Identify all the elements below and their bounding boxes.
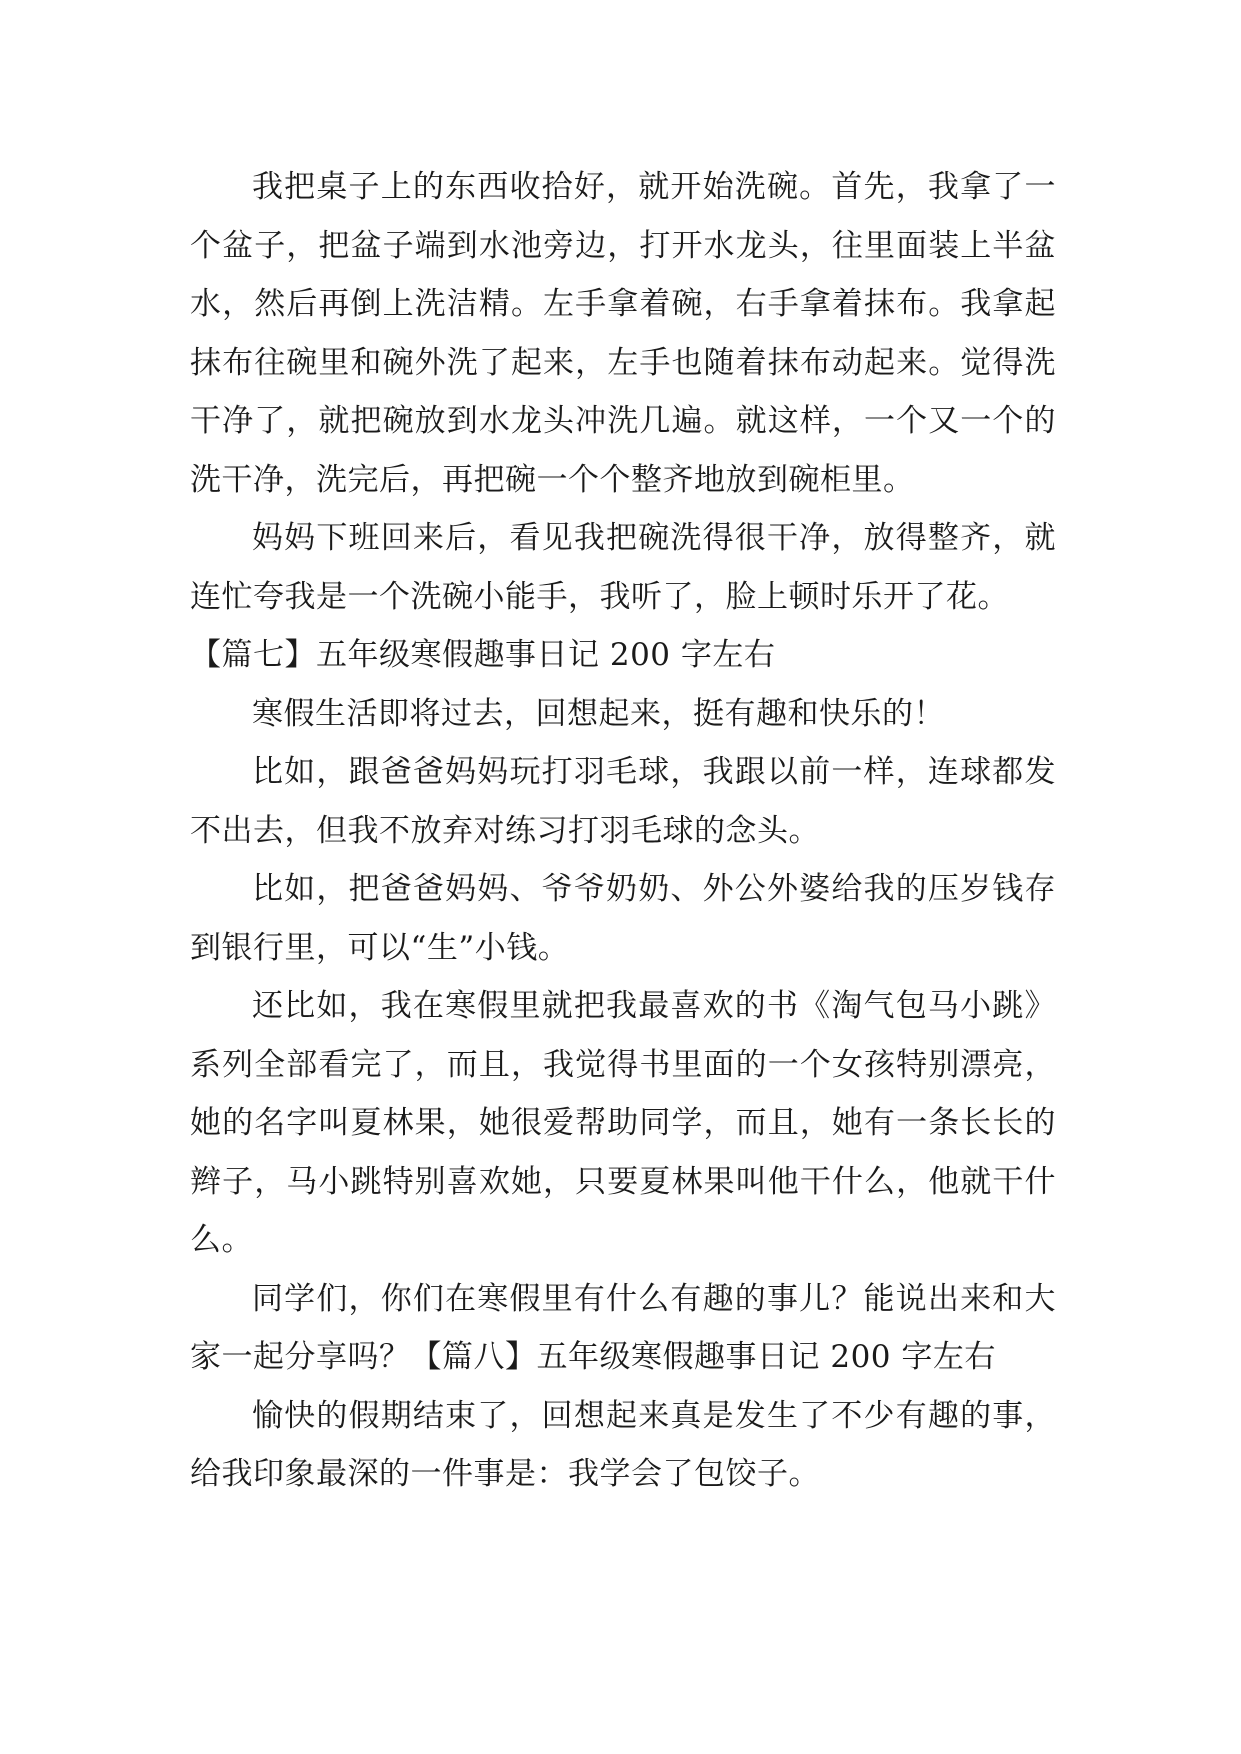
- section-heading-part-seven: 【篇七】五年级寒假趣事日记 200 字左右: [190, 637, 776, 673]
- document-page: [190, 158, 1056, 1504]
- paragraph-mom-praise: 妈妈下班回来后，看见我把碗洗得很干净，放得整齐，就连忙夸我是一个洗碗小能手，我听了，脸上顿时乐开了花。: [190, 520, 1056, 615]
- paragraph-winter-intro: 寒假生活即将过去，回想起来，挺有趣和快乐的！: [252, 695, 945, 732]
- paragraph-share-question: 同学们，你们在寒假里有什么有趣的事儿？能说出来和大家一起分享吗？【篇八】五年级寒假趣事日记 200 字左右: [190, 1280, 1056, 1375]
- paragraph-reading-book: 还比如，我在寒假里就把我最喜欢的书《淘气包马小跳》系列全部看完了，而且，我觉得书里面的一个女孩特别漂亮，她的名字叫夏林果，她很爱帮助同学，而且，她有一条长长的辫子，马小跳特别喜欢她，只要夏林果叫他干什么，他就干什么。: [190, 988, 1056, 1258]
- paragraph-badminton: 比如，跟爸爸妈妈玩打羽毛球，我跟以前一样，连球都发不出去，但我不放弃对练习打羽毛球的念头。: [190, 754, 1056, 849]
- paragraph-dumplings: 愉快的假期结束了，回想起来真是发生了不少有趣的事，给我印象最深的一件事是：我学会了包饺子。: [190, 1397, 1056, 1492]
- paragraph-washing-dishes: 我把桌子上的东西收拾好，就开始洗碗。首先，我拿了一个盆子，把盆子端到水池旁边，打开水龙头，往里面装上半盆水，然后再倒上洗洁精。左手拿着碗，右手拿着抹布。我拿起抹布往碗里和碗外洗了起来，左手也随着抹布动起来。觉得洗干净了，就把碗放到水龙头冲洗几遍。就这样，一个又一个的洗干净，洗完后，再把碗一个个整齐地放到碗柜里。: [190, 169, 1056, 498]
- paragraph-bank-savings: 比如，把爸爸妈妈、爷爷奶奶、外公外婆给我的压岁钱存到银行里，可以“生”小钱。: [190, 871, 1056, 966]
